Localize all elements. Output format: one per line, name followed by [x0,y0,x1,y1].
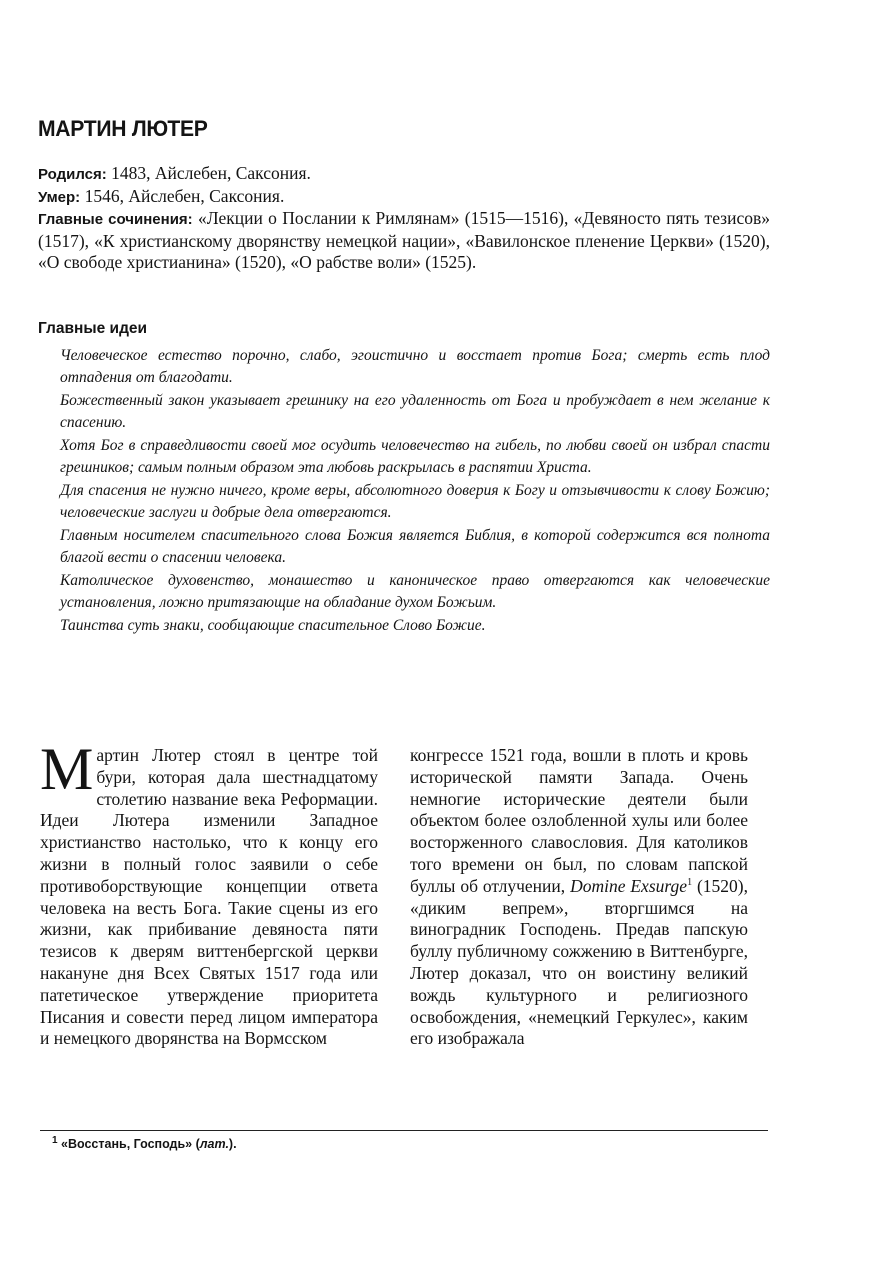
page-title: МАРТИН ЛЮТЕР [38,116,208,141]
footnote-lang: лат. [199,1137,229,1151]
idea-item: Главным носителем спасительного слова Божия является Библия, в которой содержится вся полнота благой вести о спасении человека. [60,527,770,566]
ideas-list [60,345,770,638]
bio-info [38,163,770,274]
works-line [38,208,770,274]
body-column-left [40,736,378,1050]
died-label: Умер: [38,188,81,206]
right-column-text-2: (1520), «диким вепрем», вторгшимся на виноградник Господень. Предав папскую буллу публичному сожжению в Виттенбурге, Лютер доказал, что он воистину великий вождь культурного и религиозного освобождения, «немецкий Геркулес», каким его изображала [410,875,749,1049]
footnote-ref: 1 [687,876,693,888]
footnote-end: ). [228,1137,237,1151]
born-label: Родился: [38,166,107,183]
idea-item: Человеческое естество порочно, слабо, эгоистично и восстает против Бога; смерть есть плод отпадения от благодати. [60,347,770,386]
footnote-marker: 1 [52,1134,58,1146]
born-value: 1483, Айслебен, Саксония. [106,163,311,183]
idea-item: Католическое духовенство, монашество и каноническое право отвергаются как человеческие установления, ложно притязающие на обладание духом Божьим. [60,572,770,611]
ideas-heading: Главные идеи [38,320,148,337]
right-column-text-1: конгрессе 1521 года, вошли в плоть и кровь исторической памяти Запада. Очень немногие исторические деятели были объектом более озлобленной хулы или более восторженного славословия. Для католиков того времени он был, по словам папской буллы об отлучении, [410,745,748,896]
idea-item: Хотя Бог в справедливости своей мог осудить человечество на гибель, по любви своей он избрал спасти грешников; самым полным образом эта любовь раскрылась в распятии Христа. [60,437,770,476]
left-column-text: артин Лютер стоял в центре той бури, которая дала шестнадцатому столетию название века Реформации. Идеи Лютера изменили Западное христианство настолько, что к концу его жизни в полный голос заявили о себе противоборствующие концепции ответа человека на весть Бога. Такие сцены из его жизни, как прибивание девяноста пяти тезисов к дверям виттенбергской церкви накануне дня Всех Святых 1517 года или патетическое утверждение приоритета Писания и совести перед лицом императора и немецкого дворянства на Вормсском [40,745,378,1049]
body-column-right [410,745,748,1050]
idea-item: Для спасения не нужно ничего, кроме веры, абсолютного доверия к Богу и отзывчивости к слову Божию; человеческие заслуги и добрые дела отвергаются. [60,482,770,521]
died-value: 1546, Айслебен, Саксония. [80,185,285,206]
born-line [38,163,770,186]
died-line [38,186,770,209]
bull-title: Domine Exsurge [570,875,688,896]
works-label: Главные сочинения: [38,211,193,228]
idea-item: Божественный закон указывает грешнику на его удаленность от Бога и пробуждает в нем желание к спасению. [60,392,770,431]
drop-cap: М [40,736,94,802]
footnote-divider [40,1130,768,1131]
idea-item: Таинства суть знаки, сообщающие спасительное Слово Божие. [60,617,486,634]
works-value: «Лекции о Послании к Римлянам» (1515—1516), «Девяносто пять тезисов» (1517), «К христианскому дворянству немецкой нации», «Вавилонское пленение Церкви» (1520), «О свободе христианина» (1520), «О рабстве воли» (1525). [38,208,770,272]
footnote-text: «Восстань, Господь» ( [57,1137,200,1151]
footnote [52,1134,237,1151]
